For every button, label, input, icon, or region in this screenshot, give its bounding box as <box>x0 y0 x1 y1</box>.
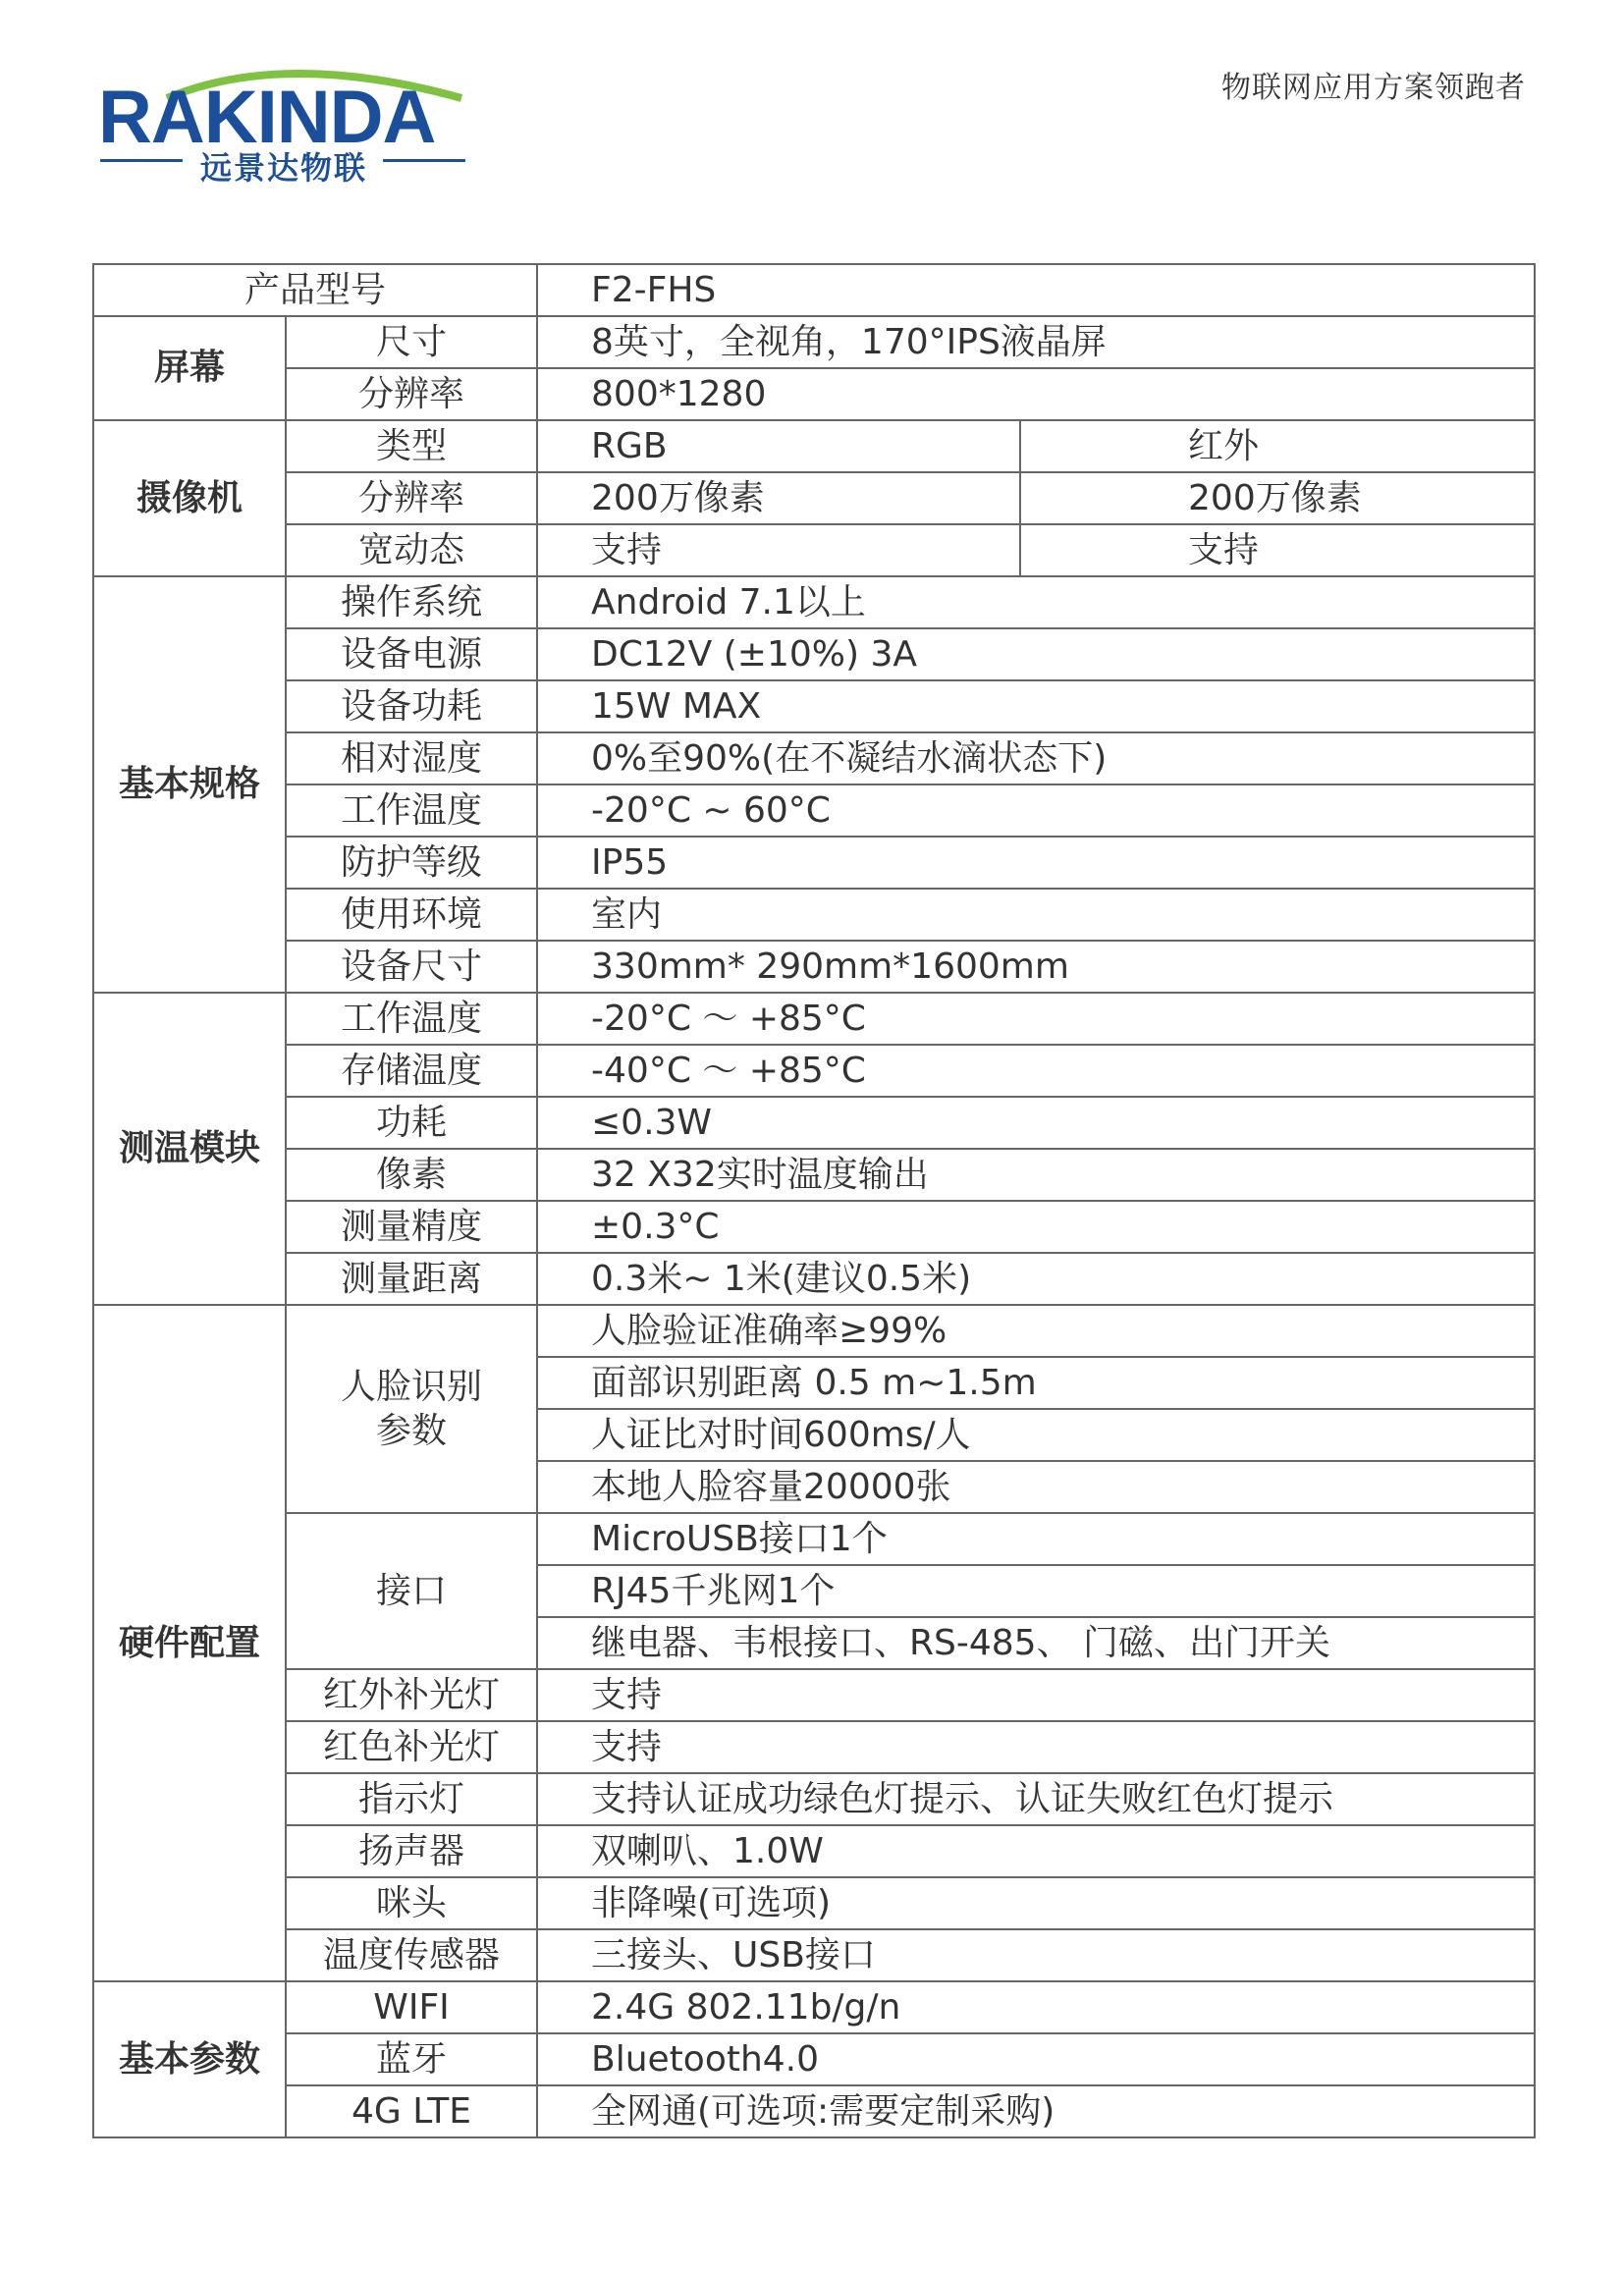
row-label: 相对湿度 <box>286 732 537 784</box>
ir-value: 200万像素 <box>1020 472 1535 524</box>
row-label: 功耗 <box>286 1097 537 1149</box>
table-row <box>93 1721 1535 1773</box>
rakinda-logo <box>98 59 471 187</box>
row-value: 人脸验证准确率≥99% <box>537 1305 1535 1357</box>
row-label: 4G LTE <box>286 2085 537 2137</box>
table-row <box>93 2085 1535 2137</box>
category-thermal: 测温模块 <box>93 993 286 1305</box>
row-label: 测量精度 <box>286 1201 537 1253</box>
row-label: 分辨率 <box>286 472 537 524</box>
rgb-value: 200万像素 <box>537 472 1020 524</box>
logo-subtitle: 远景达物联 <box>200 149 368 187</box>
row-value: ≤0.3W <box>537 1097 1535 1149</box>
row-value: 支持 <box>537 1721 1535 1773</box>
table-row <box>93 1201 1535 1253</box>
table-row <box>93 576 1535 628</box>
table-row <box>93 1045 1535 1097</box>
row-value: -40°C ～ +85°C <box>537 1045 1535 1097</box>
row-value: 支持 <box>537 1669 1535 1721</box>
face-label-lines <box>341 1365 482 1453</box>
row-value: 三接头、USB接口 <box>537 1929 1535 1981</box>
table-row <box>93 524 1535 576</box>
row-value: 面部识别距离 0.5 m~1.5m <box>537 1357 1535 1409</box>
row-value: 8英寸，全视角，170°IPS液晶屏 <box>537 316 1535 368</box>
row-value: -20°C ~ 60°C <box>537 784 1535 837</box>
row-label: 工作温度 <box>286 993 537 1045</box>
row-label: 咪头 <box>286 1877 537 1929</box>
row-value: IP55 <box>537 837 1535 889</box>
table-row <box>93 2033 1535 2085</box>
table-row <box>93 420 1535 472</box>
category-screen: 屏幕 <box>93 316 286 420</box>
table-row <box>93 837 1535 889</box>
row-label: 红外补光灯 <box>286 1669 537 1721</box>
row-value: -20°C ～ +85°C <box>537 993 1535 1045</box>
row-value: 继电器、韦根接口、RS-485、 门磁、出门开关 <box>537 1617 1535 1669</box>
row-value: 15W MAX <box>537 680 1535 732</box>
face-recognition-label <box>286 1305 537 1513</box>
table-row <box>93 316 1535 368</box>
row-value: 0.3米~ 1米(建议0.5米) <box>537 1253 1535 1305</box>
row-value: 支持认证成功绿色灯提示、认证失败红色灯提示 <box>537 1773 1535 1825</box>
table-row <box>93 264 1535 316</box>
row-label: 防护等级 <box>286 837 537 889</box>
table-row <box>93 941 1535 993</box>
face-label-line1: 人脸识别 <box>341 1367 483 1407</box>
row-label: 测量距离 <box>286 1253 537 1305</box>
row-label: 蓝牙 <box>286 2033 537 2085</box>
row-value: 人证比对时间600ms/人 <box>537 1409 1535 1461</box>
logo-rule-left <box>100 159 183 162</box>
row-value: 800*1280 <box>537 368 1535 420</box>
logo-rule-right <box>383 159 465 162</box>
table-row <box>93 1929 1535 1981</box>
row-value: 32 X32实时温度输出 <box>537 1149 1535 1201</box>
interface-label: 接口 <box>286 1513 537 1669</box>
table-row <box>93 1825 1535 1877</box>
row-label: 设备电源 <box>286 628 537 680</box>
category-camera: 摄像机 <box>93 420 286 576</box>
table-row <box>93 1981 1535 2033</box>
table-row <box>93 628 1535 680</box>
category-params: 基本参数 <box>93 1981 286 2137</box>
row-value: RJ45千兆网1个 <box>537 1565 1535 1617</box>
row-value: 全网通(可选项:需要定制采购) <box>537 2085 1535 2137</box>
table-row <box>93 472 1535 524</box>
row-value: 330mm* 290mm*1600mm <box>537 941 1535 993</box>
row-value: ±0.3°C <box>537 1201 1535 1253</box>
row-label: 设备功耗 <box>286 680 537 732</box>
row-label: 宽动态 <box>286 524 537 576</box>
row-value: 室内 <box>537 889 1535 941</box>
table-row <box>93 368 1535 420</box>
row-label: 尺寸 <box>286 316 537 368</box>
row-label: 分辨率 <box>286 368 537 420</box>
table-row <box>93 1253 1535 1305</box>
table-row <box>93 784 1535 837</box>
table-row <box>93 1097 1535 1149</box>
row-label: 红色补光灯 <box>286 1721 537 1773</box>
category-basic: 基本规格 <box>93 576 286 993</box>
table-row <box>93 1877 1535 1929</box>
row-label: 像素 <box>286 1149 537 1201</box>
row-label: 使用环境 <box>286 889 537 941</box>
rgb-value: 支持 <box>537 524 1020 576</box>
ir-value: 红外 <box>1020 420 1535 472</box>
row-label: 温度传感器 <box>286 1929 537 1981</box>
table-row <box>93 1773 1535 1825</box>
table-row <box>93 1305 1535 1357</box>
row-value: 双喇叭、1.0W <box>537 1825 1535 1877</box>
table-row <box>93 680 1535 732</box>
row-label: 工作温度 <box>286 784 537 837</box>
table-row <box>93 1513 1535 1565</box>
header-slogan: 物联网应用方案领跑者 <box>1221 71 1526 105</box>
row-label: 指示灯 <box>286 1773 537 1825</box>
face-label-line2: 参数 <box>376 1411 448 1451</box>
row-value: MicroUSB接口1个 <box>537 1513 1535 1565</box>
row-label: 操作系统 <box>286 576 537 628</box>
row-label: 扬声器 <box>286 1825 537 1877</box>
table-row <box>93 732 1535 784</box>
row-value: 2.4G 802.11b/g/n <box>537 1981 1535 2033</box>
row-label: 类型 <box>286 420 537 472</box>
table-row <box>93 993 1535 1045</box>
row-value: Bluetooth4.0 <box>537 2033 1535 2085</box>
row-value: Android 7.1以上 <box>537 576 1535 628</box>
spec-table <box>92 263 1536 2138</box>
row-value: 本地人脸容量20000张 <box>537 1461 1535 1513</box>
row-label: 存储温度 <box>286 1045 537 1097</box>
table-row <box>93 1669 1535 1721</box>
category-hardware: 硬件配置 <box>93 1305 286 1981</box>
ir-value: 支持 <box>1020 524 1535 576</box>
row-value: DC12V (±10%) 3A <box>537 628 1535 680</box>
row-value: 非降噪(可选项) <box>537 1877 1535 1929</box>
logo-wordmark: RAKINDA <box>98 76 436 159</box>
table-row <box>93 889 1535 941</box>
row-label: 设备尺寸 <box>286 941 537 993</box>
row-label: WIFI <box>286 1981 537 2033</box>
row-value: 0%至90%(在不凝结水滴状态下) <box>537 732 1535 784</box>
rgb-value: RGB <box>537 420 1020 472</box>
model-value: F2-FHS <box>537 264 1535 316</box>
table-row <box>93 1149 1535 1201</box>
model-label: 产品型号 <box>93 264 537 316</box>
